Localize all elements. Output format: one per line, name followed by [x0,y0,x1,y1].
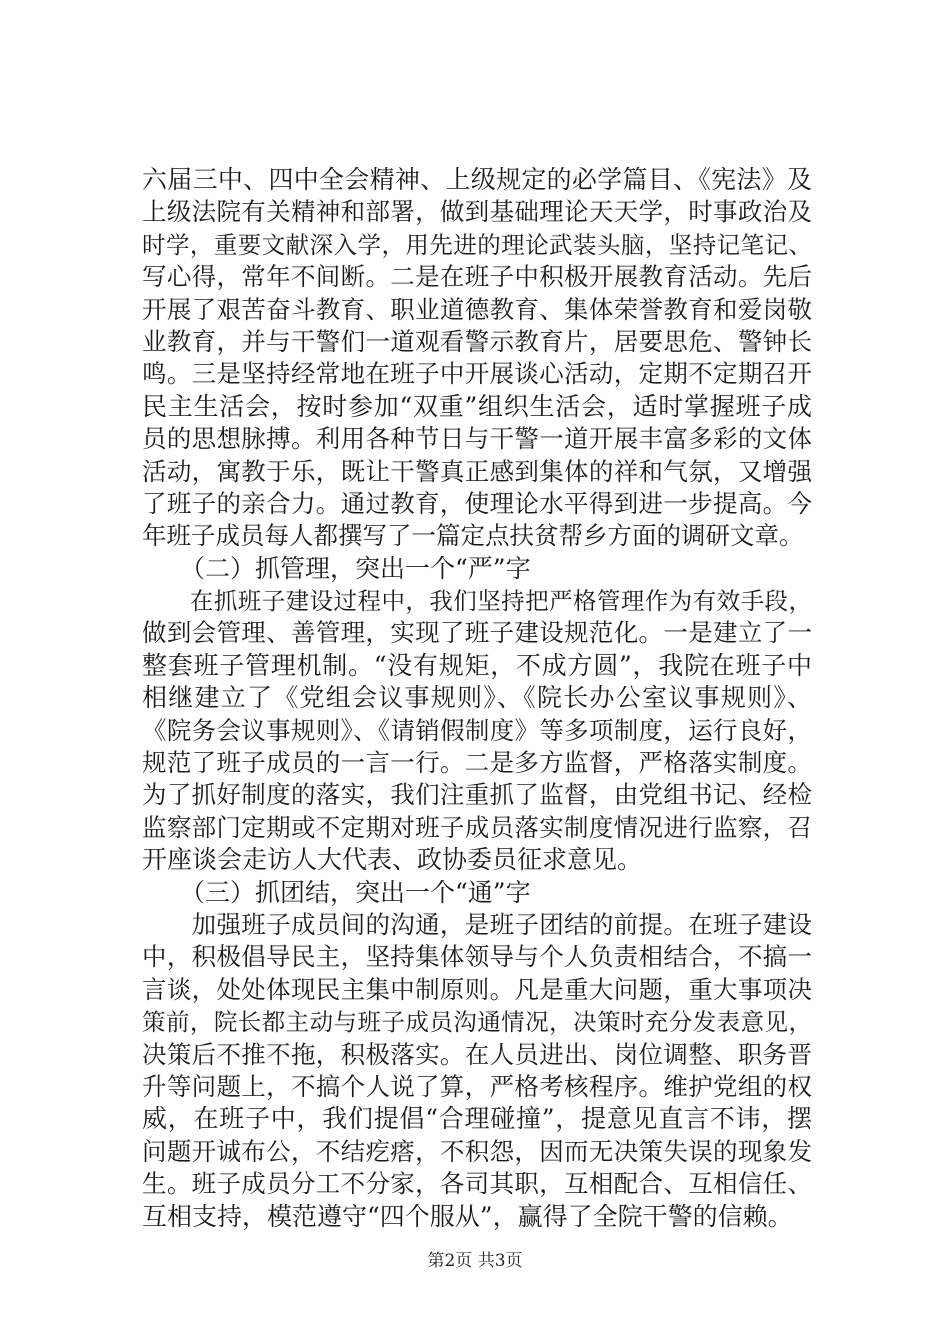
text-line: 生。班子成员分工不分家，各司其职，互相配合、互相信任、 [142,1169,812,1199]
text-line: 年班子成员每人都撰写了一篇定点扶贫帮乡方面的调研文章。 [142,521,804,551]
text-line: 互相支持，模范遵守“四个服从”，赢得了全院干警的信赖。 [142,1201,793,1231]
text-line: 六届三中、四中全会精神、上级规定的必学篇目、《宪法》及 [142,165,812,194]
text-line: 决策后不推不拖，积极落实。在人员进出、岗位调整、职务晋 [142,1039,812,1069]
text-line: 上级法院有关精神和部署，做到基础理论天天学，时事政治及 [142,197,812,227]
text-line: 升等问题上，不搞个人说了算，严格考核程序。维护党组的权 [142,1071,812,1101]
text-line: 威，在班子中，我们提倡“合理碰撞”，提意见直言不讳，摆 [142,1104,812,1134]
text-line: 加强班子成员间的沟通，是班子团结的前提。在班子建设 [142,909,812,939]
text-line: 开座谈会走访人大代表、政协委员征求意见。 [142,845,643,875]
text-line: 言谈，处处体现民主集中制原则。凡是重大问题，重大事项决 [142,974,812,1004]
text-line: 为了抓好制度的落实，我们注重抓了监督，由党组书记、经检 [142,780,812,810]
text-line: 策前，院长都主动与班子成员沟通情况，决策时充分发表意见， [142,1008,812,1037]
text-line: 相继建立了《党组会议事规则》、《院长办公室议事规则》、 [142,683,812,713]
text-line: 业教育，并与干警们一道观看警示教育片，居要思危、警钟长 [142,326,812,356]
text-line: 《院务会议事规则》、《请销假制度》等多项制度，运行良好， [142,715,812,745]
text-line: 在抓班子建设过程中，我们坚持把严格管理作为有效手段， [142,587,812,616]
section-heading: （三）抓团结，突出一个“通”字 [180,877,531,907]
document-body [142,164,812,1233]
text-line: 问题开诚布公，不结疙瘩，不积怨，因而无决策失误的现象发 [142,1136,812,1166]
text-line: 时学，重要文献深入学，用先进的理论武装头脑，坚持记笔记、 [142,230,812,259]
text-line: 开展了艰苦奋斗教育、职业道德教育、集体荣誉教育和爱岗敬 [142,294,812,324]
text-line: 规范了班子成员的一言一行。二是多方监督，严格落实制度。 [142,748,812,778]
text-line: 做到会管理、善管理，实现了班子建设规范化。一是建立了一 [142,618,812,648]
text-line: 民主生活会，按时参加“双重”组织生活会，适时掌握班子成 [142,391,812,421]
text-line: 监察部门定期或不定期对班子成员落实制度情况进行监察，召 [142,812,812,842]
text-line: 员的思想脉搏。利用各种节日与干警一道开展丰富多彩的文体 [142,424,812,454]
page-footer: 第2页 共3页 [427,1251,523,1271]
text-line: 鸣。三是坚持经常地在班子中开展谈心活动，定期不定期召开 [142,359,812,389]
text-line: 整套班子管理机制。“没有规矩，不成方圆”，我院在班子中 [142,650,812,680]
text-line: 了班子的亲合力。通过教育，使理论水平得到进一步提高。今 [142,488,812,518]
text-line: 写心得，常年不间断。二是在班子中积极开展教育活动。先后 [142,262,812,292]
text-line: 中，积极倡导民主，坚持集体领导与个人负责相结合，不搞一 [142,942,812,972]
section-heading: （二）抓管理，突出一个“严”字 [180,553,531,583]
text-line: 活动，寓教于乐，既让干警真正感到集体的祥和气氛，又增强 [142,456,812,486]
